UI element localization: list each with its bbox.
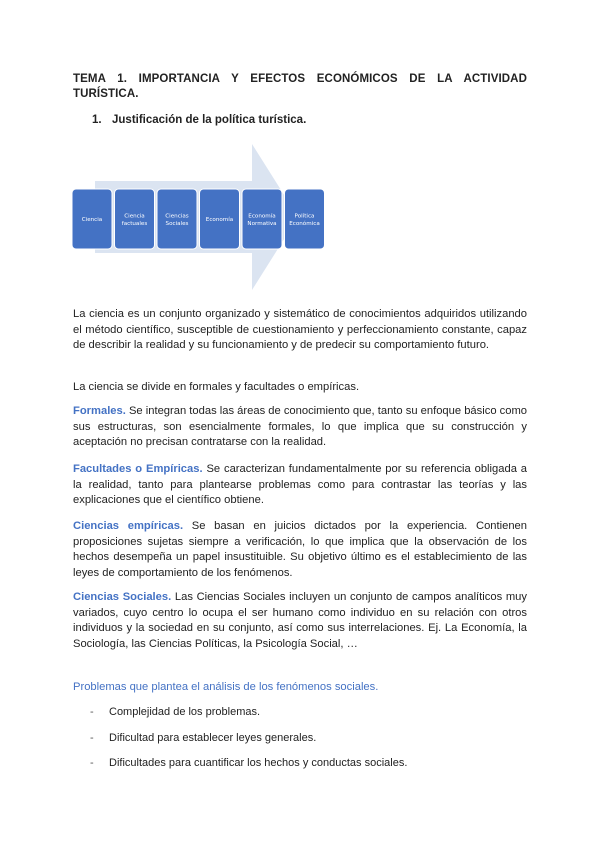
text-facultades: Se caracterizan fundamentalmente por su referencia obligada a la realidad, tanto para plantearse problemas como para contrastar las teorías y las explicaciones que el científico obtiene. bbox=[73, 463, 527, 507]
diagram-box-4 bbox=[200, 189, 240, 249]
diagram-box-label: Normativa bbox=[247, 221, 277, 227]
diagram-box-label: factuales bbox=[121, 221, 148, 227]
bullet-dash: - bbox=[90, 757, 94, 769]
diagram-box-label: Económica bbox=[289, 221, 320, 227]
diagram-box-label: Ciencias bbox=[165, 213, 189, 220]
paragraph-intro: La ciencia es un conjunto organizado y sistemático de conocimientos adquiridos utilizando el método científico, susceptible de cuestionamiento y perfeccionamiento constante, capaz de describir la realidad y su funcionamiento y de predecir su comportamiento futuro. bbox=[73, 308, 527, 352]
diagram-box-2 bbox=[115, 189, 155, 249]
science-hierarchy-diagram bbox=[70, 144, 360, 290]
paragraph-sociales bbox=[73, 590, 527, 652]
paragraph-formales bbox=[73, 404, 527, 451]
list-item: - Complejidad de los problemas. bbox=[90, 706, 261, 718]
text-formales: Se integran todas las áreas de conocimiento que, tanto su enfoque básico como sus estructuras, son esencialmente formales, lo que implica que su construcción y aceptación no precisan contratarse con la realidad. bbox=[73, 405, 528, 449]
diagram-box-label: Economía bbox=[205, 217, 234, 223]
bullet-dash: - bbox=[90, 706, 94, 718]
section-number: 1. bbox=[92, 114, 102, 126]
problems-list bbox=[90, 706, 407, 783]
section-heading bbox=[92, 114, 306, 126]
document-title: TEMA 1. IMPORTANCIA Y EFECTOS ECONÓMICOS DE LA ACTIVIDAD TURÍSTICA. bbox=[73, 73, 527, 100]
diagram-box-label: Ciencia bbox=[81, 217, 103, 223]
section-title: Justificación de la política turística. bbox=[112, 114, 307, 126]
diagram-box-label: Economía bbox=[248, 213, 276, 220]
term-sociales: Ciencias Sociales. bbox=[73, 591, 172, 603]
list-item: - Dificultades para cuantificar los hechos y conductas sociales. bbox=[90, 757, 408, 769]
diagram-box-6 bbox=[285, 189, 325, 249]
term-facultades: Facultades o Empíricas. bbox=[73, 463, 203, 475]
paragraph-division: La ciencia se divide en formales y facultades o empíricas. bbox=[73, 381, 360, 393]
diagram-box-1 bbox=[72, 189, 112, 249]
problems-heading: Problemas que plantea el análisis de los fenómenos sociales. bbox=[73, 681, 379, 693]
list-item: - Dificultad para establecer leyes generales. bbox=[90, 731, 317, 744]
diagram-box-label: Política bbox=[294, 213, 315, 220]
term-empiricas: Ciencias empíricas. bbox=[73, 520, 184, 532]
term-formales: Formales. bbox=[73, 405, 126, 417]
diagram-box-5 bbox=[242, 189, 282, 249]
diagram-box-label: Ciencia bbox=[124, 213, 145, 220]
text-empiricas: Se basan en juicios dictados por la experiencia. Contienen proposiciones sujetas siempre a verificación, lo que implica que la observación de los hechos desempeña un papel insustituible. Su objetivo último es el establecimiento de las leyes de comportamiento de los fenómenos. bbox=[73, 520, 527, 579]
paragraph-facultades bbox=[73, 462, 527, 509]
diagram-box-label: Sociales bbox=[165, 221, 189, 227]
diagram-box-3 bbox=[157, 189, 197, 249]
bullet-dash: - bbox=[90, 731, 94, 744]
paragraph-empiricas bbox=[73, 519, 527, 581]
text-sociales: Las Ciencias Sociales incluyen un conjunto de campos analíticos muy variados, cuyo centro lo ocupa el ser humano como individuo en su relación con otros individuos y la sociedad en su conjunto, así como sus interrelaciones. Ej. La Economía, la Sociología, las Ciencias Políticas, la Psicología Social, … bbox=[73, 591, 527, 650]
